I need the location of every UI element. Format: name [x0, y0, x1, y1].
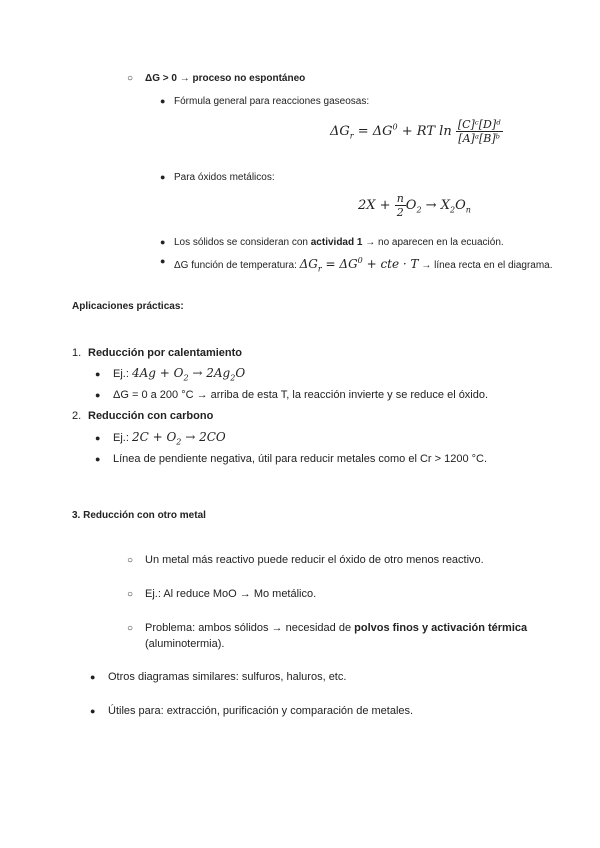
list-number: 1.: [72, 347, 82, 359]
bullet: ●: [95, 433, 101, 443]
solidos-line: Los sólidos se consideran con actividad 1 → no aparecen en la ecuación.: [174, 237, 504, 248]
ej2-line: Ej.: $2C + O_2 \to 2CO$: [113, 430, 226, 447]
bullet: ●: [90, 706, 96, 716]
bullet: ●: [95, 390, 101, 400]
bullet: ●: [90, 672, 96, 682]
open-bullet: ○: [127, 73, 134, 84]
item-dg-positive: ΔG > 0 → proceso no espontáneo: [145, 73, 306, 84]
open-bullet: ○: [127, 623, 134, 634]
formula-general: $\Delta G_r = \Delta G^0$ + RT ln $\frac{\text{[C]ᶜ[D]ᵈ}}{\text{[A]ᵃ[B]ᵇ}}$: [330, 118, 501, 145]
bullet: ●: [160, 96, 166, 106]
bullet: ●: [160, 172, 166, 182]
open-bullet: ○: [127, 555, 134, 566]
list-title-carbono: Reducción con carbono: [88, 410, 214, 422]
bottom-item-2: Útiles para: extracción, purificación y comparación de metales.: [108, 705, 414, 717]
open-bullet: ○: [127, 589, 134, 600]
bullet: ●: [160, 256, 166, 266]
metal-item-3: Problema: ambos sólidos → necesidad de polvos finos y activación térmica: [145, 622, 528, 634]
bullet: ●: [95, 454, 101, 464]
dg0-line: ΔG = 0 a 200 °C → arriba de esta T, la reacción invierte y se reduce el óxido.: [113, 389, 489, 401]
metal-item-1: Un metal más reactivo puede reducir el óxido de otro menos reactivo.: [145, 554, 484, 566]
section-heading: 3. Reducción con otro metal: [72, 510, 206, 521]
ej1-line: Ej.: $4Ag + O_2 \to 2Ag_2O$: [113, 366, 246, 383]
oxido-equation: 2X + $\frac{n}{2}$ $O_2 \to X_2O_n$: [358, 192, 471, 219]
list-number: 2.: [72, 410, 82, 422]
bullet: ●: [95, 369, 101, 379]
metal-item-2: Ej.: Al reduce MoO → Mo metálico.: [145, 588, 317, 600]
dg-temp-line: ΔG función de temperatura: $\Delta G_r = \Delta G^0$ + cte · T → línea recta en el diagrama.: [174, 256, 553, 274]
bullet: ●: [160, 237, 166, 247]
pendiente-line: Línea de pendiente negativa, útil para reducir metales como el Cr > 1200 °C.: [113, 453, 488, 465]
list-title-calentamiento: Reducción por calentamiento: [88, 347, 243, 359]
metal-item-3-cont: (aluminotermia).: [145, 638, 225, 650]
bottom-item-1: Otros diagramas similares: sulfuros, haluros, etc.: [108, 671, 347, 683]
oxidos-label: Para óxidos metálicos:: [174, 172, 275, 183]
section-heading: Aplicaciones prácticas:: [72, 301, 184, 312]
formula-general-label: Fórmula general para reacciones gaseosas:: [174, 96, 370, 107]
